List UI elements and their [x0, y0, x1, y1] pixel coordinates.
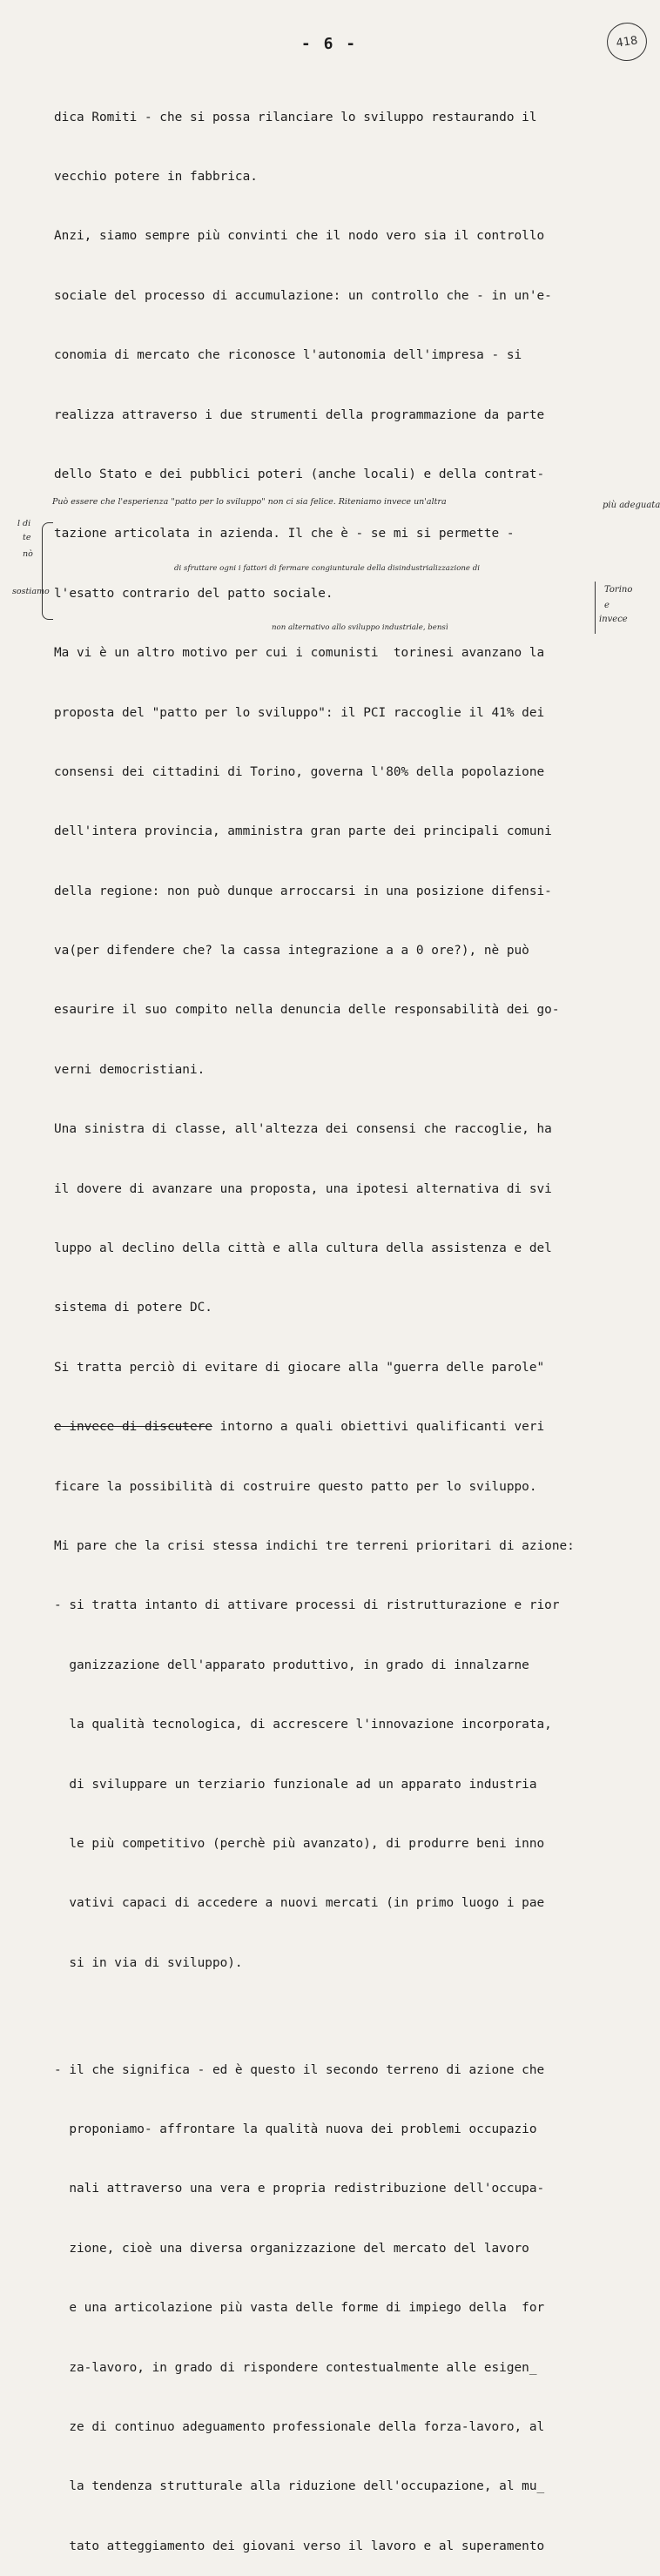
- bullet-line: la qualità tecnologica, di accrescere l'innovazione incorporata,: [54, 1718, 552, 1732]
- bullet-line: za-lavoro, in grado di rispondere contestualmente alle esigen_: [54, 2360, 537, 2375]
- text-line: proposta del "patto per lo sviluppo": il PCI raccoglie il 41% dei: [54, 705, 545, 720]
- text-line: dica Romiti - che si possa rilanciare lo sviluppo restaurando il: [54, 110, 537, 124]
- handwritten-margin-note: nò: [23, 549, 33, 559]
- text-line: Ma vi è un altro motivo per cui i comunisti torinesi avanzano la: [54, 646, 545, 661]
- handwritten-note-above-struck: Può essere che l'esperienza "patto per lo sviluppo" non ci sia felice. Riteniamo invece un'altra: [52, 497, 447, 507]
- text-line: conomia di mercato che riconosce l'autonomia dell'impresa - si: [54, 348, 522, 363]
- bullet-line: zione, cioè una diversa organizzazione del mercato del lavoro: [54, 2241, 529, 2256]
- text-line-rest: intorno a quali obiettivi qualificanti veri: [212, 1420, 545, 1435]
- bullet-line: - si tratta intanto di attivare processi di ristrutturazione e rior: [54, 1598, 560, 1613]
- text-line: l'esatto contrario del patto sociale.: [54, 586, 333, 601]
- handwritten-margin-note: te: [23, 533, 31, 542]
- bullet-line: si in via di sviluppo).: [54, 1955, 243, 1970]
- handwritten-note-right-top: più adeguata: [603, 501, 660, 510]
- handwritten-bracket: [42, 522, 53, 620]
- page-number: - 6 -: [300, 35, 358, 53]
- text-line: Anzi, siamo sempre più convinti che il nodo vero sia il controllo: [54, 229, 545, 244]
- text-line: consensi dei cittadini di Torino, governa l'80% della popolazione: [54, 764, 545, 779]
- archive-stamp: 418: [604, 20, 650, 64]
- bullet-line: ze di continuo adeguamento professionale della forza-lavoro, al: [54, 2420, 545, 2435]
- struck-phrase: e invece di discutere: [54, 1420, 212, 1435]
- text-line: ficare la possibilità di costruire questo patto per lo sviluppo.: [54, 1479, 537, 1494]
- text-line: dell'intera provincia, amministra gran parte dei principali comuni: [54, 824, 552, 839]
- handwritten-margin-note: l di: [17, 519, 31, 528]
- handwritten-margin-note: sostiamo: [12, 587, 50, 596]
- text-line: Mi pare che la crisi stessa indichi tre terreni prioritari di azione:: [54, 1538, 575, 1553]
- text-line: sistema di potere DC.: [54, 1301, 212, 1315]
- bullet-line: proponiamo- affrontare la qualità nuova dei problemi occupazio: [54, 2122, 537, 2137]
- bullet-line: nali attraverso una vera e propria redistribuzione dell'occupa-: [54, 2182, 545, 2196]
- text-line: vecchio potere in fabbrica.: [54, 169, 258, 184]
- text-line: va(per difendere che? la cassa integrazione a a 0 ore?), nè può: [54, 944, 529, 958]
- text-line: dello Stato e dei pubblici poteri (anche locali) e della contrat-: [54, 467, 545, 481]
- text-line-with-strikethrough: [54, 1417, 611, 1437]
- text-line: il dovere di avanzare una proposta, una ipotesi alternativa di svi: [54, 1181, 552, 1196]
- text-line: esaurire il suo compito nella denuncia delle responsabilità dei go-: [54, 1003, 560, 1018]
- typed-text-body: [54, 68, 611, 2576]
- handwritten-margin-line: [595, 582, 596, 634]
- handwritten-note-right: invece: [599, 615, 628, 624]
- handwritten-note-right: e: [604, 601, 609, 610]
- text-line: luppo al declino della città e alla cultura della assistenza e del: [54, 1241, 552, 1256]
- bullet-line: e una articolazione più vasta delle forme di impiego della for: [54, 2301, 545, 2316]
- text-line: sociale del processo di accumulazione: un controllo che - in un'e-: [54, 288, 552, 303]
- bullet-line: vativi capaci di accedere a nuovi mercati (in primo luogo i pae: [54, 1896, 545, 1911]
- handwritten-note-right: Torino: [604, 585, 633, 595]
- bullet-line: tato atteggiamento dei giovani verso il lavoro e al superamento: [54, 2539, 545, 2553]
- text-line: realizza attraverso i due strumenti della programmazione da parte: [54, 407, 545, 422]
- bullet-line: la tendenza strutturale alla riduzione dell'occupazione, al mu_: [54, 2479, 545, 2494]
- handwritten-note-above-terziario: non alternativo allo sviluppo industriale, bensì: [272, 623, 448, 632]
- text-line: Si tratta perciò di evitare di giocare alla "guerra delle parole": [54, 1360, 545, 1375]
- bullet-line: di sviluppare un terziario funzionale ad un apparato industria: [54, 1777, 537, 1792]
- text-line: Una sinistra di classe, all'altezza dei consensi che raccoglie, ha: [54, 1122, 552, 1137]
- bullet-line: - il che significa - ed è questo il secondo terreno di azione che: [54, 2062, 545, 2077]
- text-line: verni democristiani.: [54, 1062, 205, 1077]
- text-line: tazione articolata in azienda. Il che è - se mi si permette -: [54, 527, 515, 541]
- handwritten-note-above-bullet: di sfruttare ogni i fattori di fermare congiunturale della disindustrializzazione di: [174, 564, 480, 573]
- text-line: della regione: non può dunque arroccarsi in una posizione difensi-: [54, 884, 552, 898]
- bullet-line: ganizzazione dell'apparato produttivo, in grado di innalzarne: [54, 1658, 529, 1672]
- bullet-line: le più competitivo (perchè più avanzato), di produrre beni inno: [54, 1836, 545, 1851]
- paragraph-gap: [54, 2013, 611, 2021]
